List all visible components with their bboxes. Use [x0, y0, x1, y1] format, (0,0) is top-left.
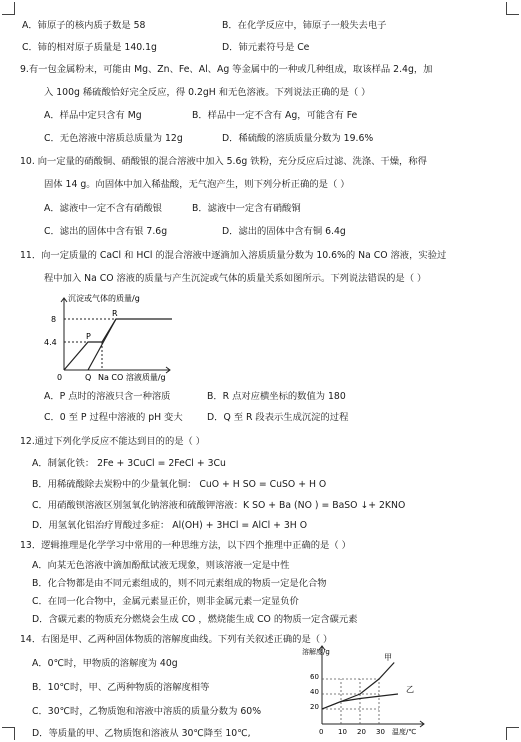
q14-option-b: B．10℃时，甲、乙两种物质的溶解度相等 [32, 682, 210, 693]
q11-chart-point-r: R [112, 309, 118, 318]
q10-stem-line2: 固体 14 g。向固体中加入稀盐酸，无气泡产生，则下列分析正确的是（ ） [44, 179, 350, 190]
q14-chart-ytick-40: 40 [310, 688, 319, 696]
q8-option-b: B．在化学反应中，铈原子一般失去电子 [222, 20, 387, 31]
q14-chart-ytick-60: 60 [310, 673, 319, 681]
q10-option-d: D．滤出的固体中含有铜 6.4g [222, 226, 346, 237]
q11-chart-xlabel: Na CO 溶液质量/g [98, 373, 166, 382]
q14-chart-ylabel: 溶解度/g [302, 648, 330, 656]
q9-option-c: C．无色溶液中溶质总质量为 12g [44, 133, 183, 144]
q11-chart-ytick-8: 8 [51, 315, 57, 324]
q14-chart-xtick-0: 0 [319, 728, 324, 736]
q11-chart-point-p: P [86, 332, 91, 341]
q11-chart-point-q: Q [85, 373, 92, 382]
q11-chart-ylabel: 沉淀或气体的质量/g [68, 294, 140, 303]
q11-chart-origin: 0 [57, 373, 63, 382]
q10-option-c: C．滤出的固体中含有银 7.6g [44, 226, 168, 237]
q14-chart-xtick-20: 20 [357, 728, 366, 736]
q12-option-c: C．用硝酸钡溶液区别氢氧化钠溶液和硫酸钾溶液：K SO + Ba (NO ) = BaSO ↓+ 2KNO [32, 500, 406, 511]
q14-option-c: C．30℃时，乙物质饱和溶液中溶质的质量分数为 60% [32, 706, 262, 717]
q13-option-c: C．在同一化合物中，金属元素显正价，则非金属元素一定显负价 [32, 596, 299, 607]
q9-stem-line1: 9.有一包金属粉末，可能由 Mg、Zn、Fe、Al、Ag 等金属中的一种或几种组成，取该样品 2.4g，加 [20, 64, 433, 75]
q14-chart-series-line-jia [322, 663, 394, 710]
q11-chart-ytick-4.4: 4.4 [44, 338, 57, 347]
q13-option-a: A．向某无色溶液中滴加酚酞试液无现象，则该溶液一定是中性 [32, 560, 290, 571]
q9-stem-line2: 入 100g 稀硫酸恰好完全反应，得 0.2gH 和无色溶液。下列说法正确的是（ ） [44, 87, 371, 98]
q14-option-d: D．等质量的甲、乙物质饱和溶液从 30℃降至 10℃, [32, 728, 251, 739]
q9-option-a: A．样品中定只含有 Mg [44, 110, 142, 121]
q12-option-b: B．用稀硫酸除去炭粉中的少量氧化铜： CuO + H SO = CuSO + H O [32, 479, 327, 490]
q11-option-d: D．Q 至 R 段表示生成沉淀的过程 [207, 412, 349, 423]
q14-stem: 14．右图是甲、乙两种固体物质的溶解度曲线。下列有关叙述正确的是（ ） [20, 634, 333, 645]
q13-option-d: D．含碳元素的物质充分燃烧会生成 CO ，燃烧能生成 CO 的物质一定含碳元素 [32, 614, 358, 625]
crop-mark-bottom-left [2, 727, 15, 740]
q11-option-c: C．0 至 P 过程中溶液的 pH 变大 [44, 412, 183, 423]
q14-chart-xlabel: 温度/℃ [392, 728, 417, 736]
q13-stem: 13．逻辑推理是化学学习中常用的一种思维方法，以下四个推理中正确的是（ ） [20, 540, 351, 551]
q14-chart-series-label-yi: 乙 [406, 685, 414, 694]
q13-option-b: B．化合物都是由不同元素组成的，则不同元素组成的物质一定是化合物 [32, 578, 327, 589]
q12-option-d: D．用氢氧化铝治疗胃酸过多症： Al(OH) + 3HCl = AlCl + 3H O [32, 520, 308, 531]
q8-option-a: A．铈原子的核内质子数是 58 [22, 20, 146, 31]
crop-mark-top-right [506, 2, 519, 15]
q10-option-b: B．滤液中一定含有硝酸铜 [192, 203, 301, 214]
q9-option-d: D．稀硫酸的溶质质量分数为 19.6% [222, 133, 374, 144]
q14-chart-series-label-jia: 甲 [384, 653, 392, 662]
q14-chart-ytick-20: 20 [310, 703, 319, 711]
crop-mark-bottom-right [506, 727, 519, 740]
q10-stem-line1: 10. 向一定量的硝酸铜、硝酸银的混合溶液中加入 5.6g 铁粉，充分反应后过滤、洗涤、干燥，称得 [20, 156, 427, 167]
q9-option-b: B．样品中一定不含有 Ag，可能含有 Fe [192, 110, 358, 121]
q11-chart [42, 292, 242, 382]
q14-solubility-chart [300, 644, 430, 740]
q12-stem: 12.通过下列化学反应不能达到目的的是（ ） [20, 436, 206, 447]
q14-chart-xtick-30: 30 [376, 728, 385, 736]
q11-stem-line2: 程中加入 Na CO 溶液的质量与产生沉淀或气体的质量关系如图所示。下列说法错误的是（ ） [44, 273, 427, 284]
q11-option-b: B．R 点对应横坐标的数值为 180 [207, 391, 346, 402]
q14-option-a: A．0℃时，甲物质的溶解度为 40g [32, 658, 178, 669]
q14-chart-xtick-10: 10 [338, 728, 347, 736]
q12-option-a: A．制氯化铁： 2Fe + 3CuCl = 2FeCl + 3Cu [32, 458, 226, 469]
q8-option-c: C．铈的相对原子质量是 140.1g [22, 42, 157, 53]
q11-stem-line1: 11．向一定质量的 CaCl 和 HCl 的混合溶液中逐滴加入溶质质量分数为 10.6%的 Na CO 溶液，实验过 [20, 250, 447, 261]
crop-mark-top-left [2, 2, 15, 15]
q8-option-d: D．铈元素符号是 Ce [222, 42, 310, 53]
q11-option-a: A．P 点时的溶液只含一种溶质 [44, 391, 171, 402]
q10-option-a: A．滤液中一定不含有硝酸银 [44, 203, 162, 214]
